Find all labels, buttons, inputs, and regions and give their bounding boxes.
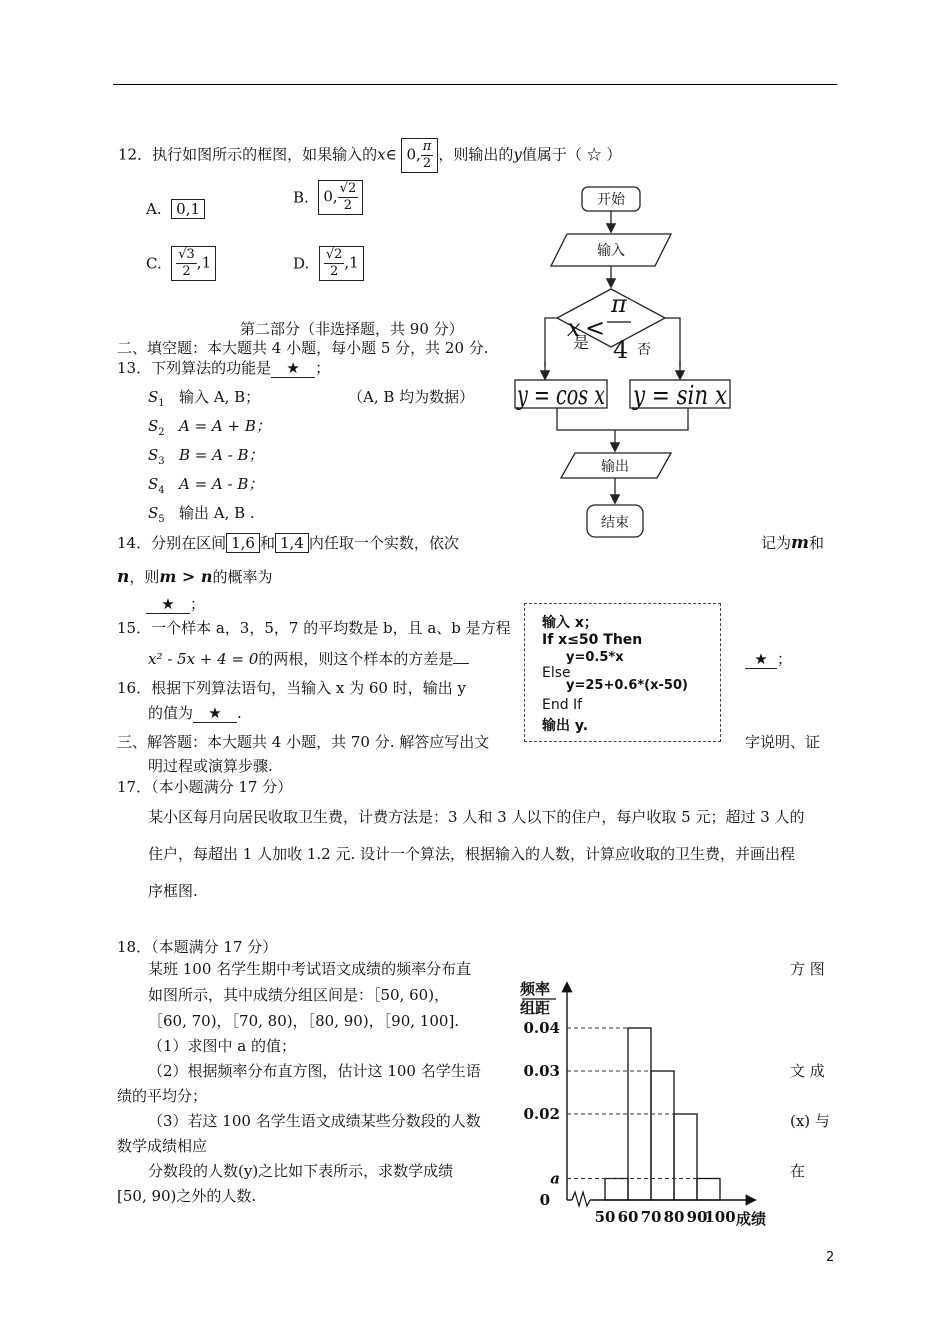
q13-step-2: $S_2$ A = A + B； (148, 417, 271, 438)
x-tick-label: 90 (686, 1208, 708, 1226)
section2-heading: 二、填空题：本大题共 4 小题，每小题 5 分，共 20 分. (117, 339, 489, 357)
x-tick-label: 50 (594, 1208, 616, 1226)
histogram-bar (605, 1179, 628, 1201)
q14-line1: 14．分别在区间 1,6 和 1,4 内任取一个实数，依次 (117, 534, 459, 552)
q18-line-6: 绩的平均分； (117, 1087, 208, 1105)
q18-line-7: （3）若这 100 名学生语文成绩某些分数段的人数 (148, 1112, 481, 1130)
y-tick-label: 0.03 (523, 1062, 560, 1080)
q18-line-9: 分数段的人数(y)之比如下表所示，求数学成绩 (148, 1162, 454, 1180)
histogram-bar (651, 1071, 674, 1200)
code-line-4: Else (542, 665, 571, 681)
flowchart (505, 180, 745, 550)
code-line-1: 输入 x； (542, 615, 598, 631)
x-label: 成绩 (736, 1210, 767, 1228)
histogram-bar (697, 1179, 720, 1201)
part2-heading: 第二部分（非选择题，共 90 分） (240, 320, 464, 338)
y-tick-label: 0 (539, 1191, 550, 1209)
q12-option-d: D. $\frac{√2}{2}$ ,1 (293, 246, 364, 281)
q18-line-10: [50, 90)之外的人数. (117, 1187, 257, 1205)
q18-line-1-end: 方 图 (790, 960, 825, 978)
q15-blank: ★ ； (745, 648, 792, 669)
q13-step-3: $S_3$ B = A - B； (148, 446, 264, 467)
section3-line2: 明过程或演算步骤. (148, 757, 273, 775)
q18-line-2: 如图所示，其中成绩分组区间是：［50, 60)， (148, 986, 450, 1004)
frequency-histogram (510, 972, 780, 1232)
q14-line2: n，则m > n的概率为 (117, 567, 273, 587)
flow-cond-pi: π (611, 290, 627, 318)
q18-line-1: 某班 100 名学生期中考试语文成绩的频率分布直 (148, 960, 472, 978)
header-rule (113, 84, 837, 85)
q14-line1-end: 记为m和 (761, 533, 825, 553)
q15-line2: x² - 5x + 4 = 0的两根，则这个样本的方差是 (148, 648, 469, 669)
q17-para-2: 住户，每超出 1 人加收 1.2 元. 设计一个算法，根据输入的人数，计算应收取的卫生费，并画出程 (148, 845, 796, 863)
q12-stem: 12．执行如图所示的框图，如果输入的x∈ 0, $\frac{\pi}{2}$ ，则输出的y值属于（ ☆ ） (118, 139, 622, 171)
flow-cond-lt: < (585, 314, 606, 342)
q17-title: 17．（本小题满分 17 分） (117, 778, 293, 796)
y-label-top: 频率 (520, 980, 551, 998)
section3-line1: 三、解答题：本大题共 4 小题，共 70 分. 解答应写出文 (117, 733, 490, 751)
q18-line-4: （1）求图中 a 的值； (148, 1037, 297, 1055)
q18-line-8: 数学成绩相应 (117, 1137, 208, 1155)
y-label-bottom: 组距 (520, 999, 551, 1017)
q16-line1: 16．根据下列算法语句，当输入 x 为 60 时，输出 y (117, 679, 466, 697)
flow-cond-x: x (567, 314, 581, 342)
x-tick-label: 60 (617, 1208, 639, 1226)
q13-step-1: $S_1$ 输入 A, B； (148, 388, 261, 409)
section3-line1-end: 字说明、证 (745, 733, 821, 751)
flow-start-label: 开始 (597, 192, 625, 208)
flow-output-label: 输出 (601, 459, 629, 475)
q13-step-4: $S_4$ A = A - B； (148, 475, 264, 496)
q16-line2: 的值为 ★ . (148, 704, 242, 722)
q18-line-7-end: (x) 与 (790, 1112, 830, 1130)
code-line-7: 输出 y. (542, 718, 589, 734)
flow-cos-label: y = cos x (516, 381, 606, 411)
flow-sin-label: y = sin x (632, 381, 728, 411)
q18-title: 18．（本题满分 17 分） (117, 938, 278, 956)
q13-step-5: $S_5$ 输出 A, B . (148, 504, 255, 525)
flow-cond-4: 4 (613, 336, 629, 364)
x-tick-label: 100 (704, 1208, 736, 1226)
y-tick-label: 0.02 (523, 1105, 560, 1123)
x-tick-label: 80 (663, 1208, 685, 1226)
q18-line-5: （2）根据频率分布直方图，估计这 100 名学生语 (148, 1062, 481, 1080)
q13-note: （A, B 均为数据） (348, 388, 475, 406)
y-tick-label: 0.04 (523, 1019, 560, 1037)
q15-line1: 15．一个样本 a，3，5，7 的平均数是 b，且 a、b 是方程 (117, 619, 511, 637)
q12-option-b: B. 0, $\frac{√2}{2}$ (293, 180, 363, 215)
code-line-2: If x≤50 Then (542, 632, 643, 648)
q18-line-9-end: 在 (790, 1162, 806, 1180)
code-line-6: End If (542, 697, 583, 713)
q18-line-5-end: 文 成 (790, 1062, 825, 1080)
q17-para-1: 某小区每月向居民收取卫生费，计费方法是：3 人和 3 人以下的住户，每户收取 5 元；超过 3 人的 (148, 808, 805, 826)
flow-input-label: 输入 (597, 243, 625, 259)
y-tick-label: a (550, 1169, 560, 1188)
q12-option-c: C. $\frac{√3}{2}$ ,1 (146, 246, 216, 281)
flow-end-label: 结束 (601, 515, 629, 531)
code-line-5: y=25+0.6*(x-50) (566, 678, 688, 693)
code-line-3: y=0.5*x (566, 650, 624, 665)
q14-blank: ★ ； (146, 593, 205, 614)
histogram-bar (674, 1114, 697, 1200)
q13-stem: 13．下列算法的功能是 ★ ； (117, 359, 331, 377)
page-number: 2 (826, 1250, 835, 1265)
q12-option-a: A. 0,1 (146, 199, 205, 219)
flow-yes-label: 是 (573, 333, 590, 352)
q17-para-3: 序框图. (148, 882, 198, 900)
q18-line-3: ［60, 70)，［70, 80)，［80, 90)，［90, 100]. (148, 1012, 460, 1030)
flow-no-label: 否 (637, 342, 651, 358)
x-tick-label: 70 (640, 1208, 662, 1226)
